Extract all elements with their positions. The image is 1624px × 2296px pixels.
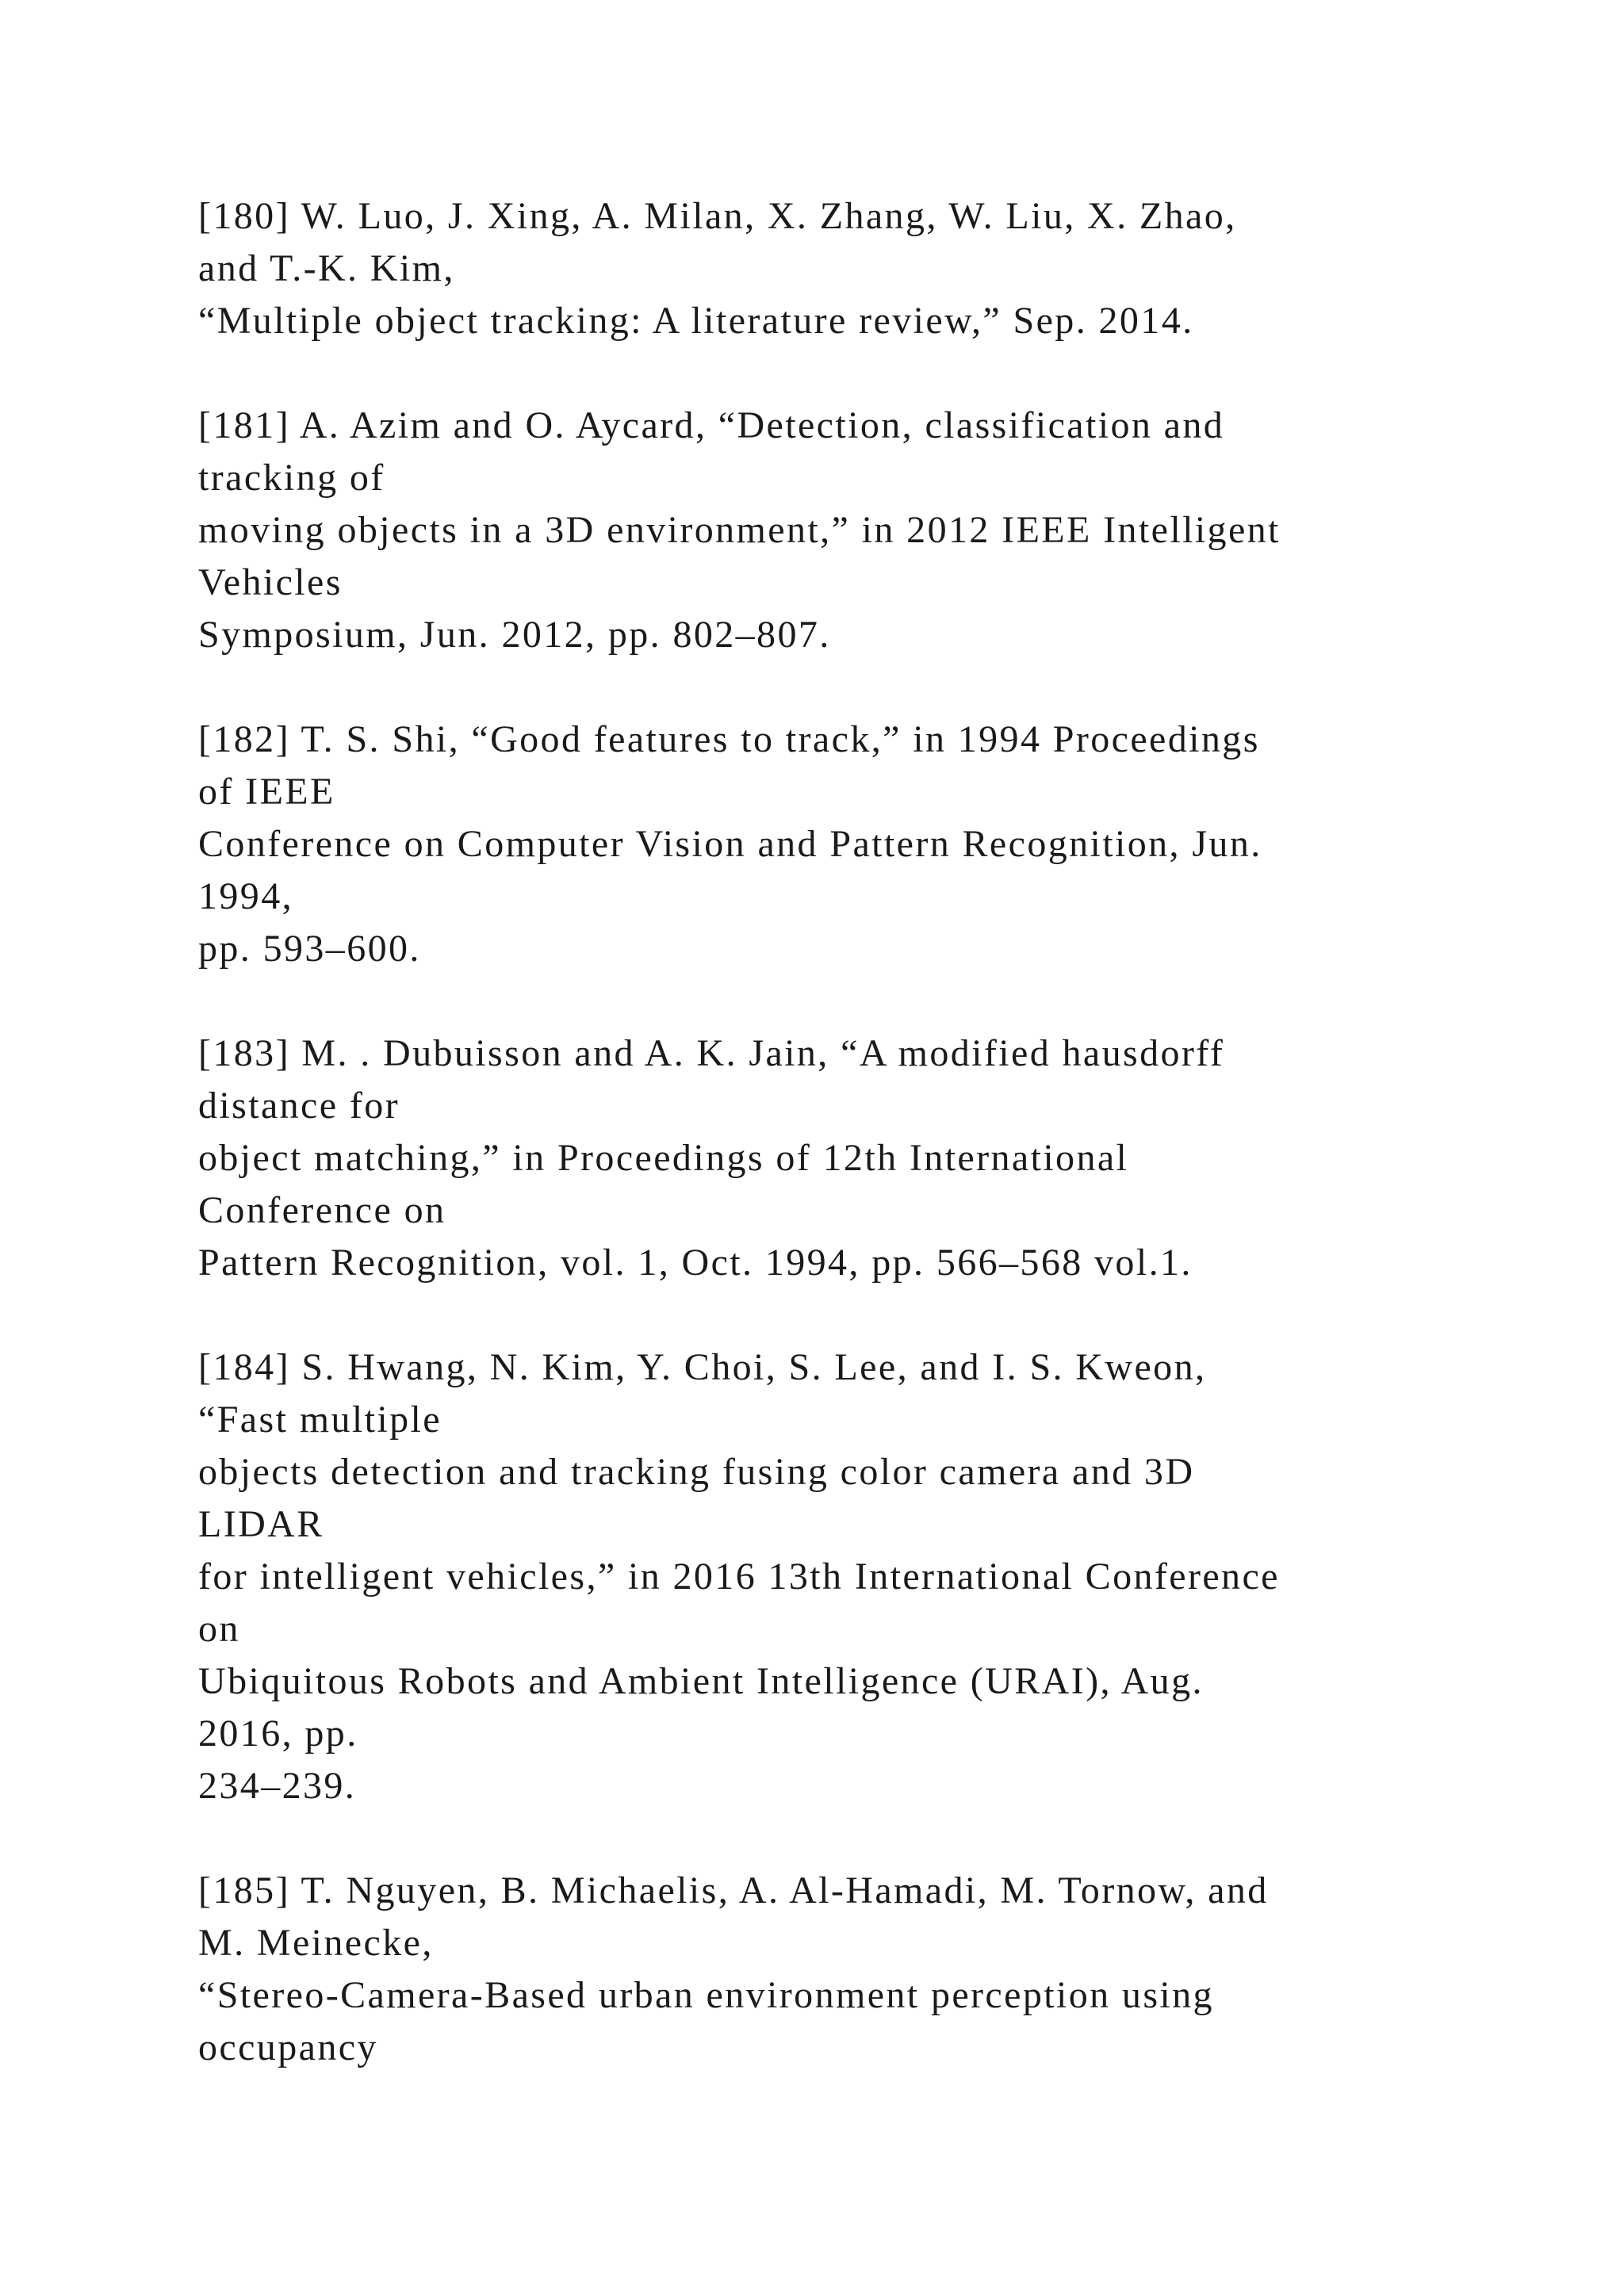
reference-line: objects detection and tracking fusing color camera and 3D	[198, 1451, 1195, 1493]
reference-180	[198, 190, 1435, 347]
reference-line: 1994,	[198, 875, 293, 917]
reference-line: of IEEE	[198, 771, 335, 813]
reference-line: Conference on Computer Vision and Pattern Recognition, Jun.	[198, 823, 1262, 865]
reference-line: occupancy	[198, 2026, 378, 2068]
reference-list	[198, 190, 1435, 2126]
reference-line: M. Meinecke,	[198, 1922, 434, 1964]
reference-line: and T.-K. Kim,	[198, 247, 455, 289]
reference-line: [180] W. Luo, J. Xing, A. Milan, X. Zhang, W. Liu, X. Zhao,	[198, 195, 1237, 237]
reference-181	[198, 400, 1435, 661]
reference-line: [181] A. Azim and O. Aycard, “Detection, classification and	[198, 404, 1225, 446]
reference-line: LIDAR	[198, 1503, 324, 1545]
reference-185	[198, 1865, 1435, 2074]
reference-line: object matching,” in Proceedings of 12th International	[198, 1137, 1129, 1179]
reference-line: Vehicles	[198, 561, 343, 603]
reference-line: on	[198, 1608, 240, 1650]
reference-line: tracking of	[198, 457, 385, 499]
reference-line: distance for	[198, 1085, 400, 1127]
reference-line: Pattern Recognition, vol. 1, Oct. 1994, pp. 566–568 vol.1.	[198, 1242, 1193, 1284]
reference-182	[198, 714, 1435, 975]
reference-line: “Multiple object tracking: A literature review,” Sep. 2014.	[198, 300, 1194, 342]
reference-line: [182] T. S. Shi, “Good features to track,” in 1994 Proceedings	[198, 718, 1260, 760]
reference-line: pp. 593–600.	[198, 928, 421, 970]
reference-line: Ubiquitous Robots and Ambient Intelligence (URAI), Aug.	[198, 1660, 1204, 1702]
reference-line: Conference on	[198, 1189, 446, 1231]
reference-line: moving objects in a 3D environment,” in 2012 IEEE Intelligent	[198, 509, 1281, 551]
reference-line: “Fast multiple	[198, 1399, 442, 1441]
reference-line: 2016, pp.	[198, 1712, 358, 1755]
reference-line: for intelligent vehicles,” in 2016 13th International Conference	[198, 1556, 1280, 1598]
reference-line: “Stereo-Camera-Based urban environment perception using	[198, 1974, 1214, 2016]
reference-184	[198, 1341, 1435, 1812]
reference-line: Symposium, Jun. 2012, pp. 802–807.	[198, 614, 831, 656]
reference-line: [184] S. Hwang, N. Kim, Y. Choi, S. Lee, and I. S. Kweon,	[198, 1346, 1207, 1388]
reference-line: [183] M. . Dubuisson and A. K. Jain, “A modified hausdorff	[198, 1032, 1225, 1074]
reference-line: [185] T. Nguyen, B. Michaelis, A. Al-Hamadi, M. Tornow, and	[198, 1869, 1269, 1911]
reference-183	[198, 1027, 1435, 1289]
reference-line: 234–239.	[198, 1765, 357, 1807]
